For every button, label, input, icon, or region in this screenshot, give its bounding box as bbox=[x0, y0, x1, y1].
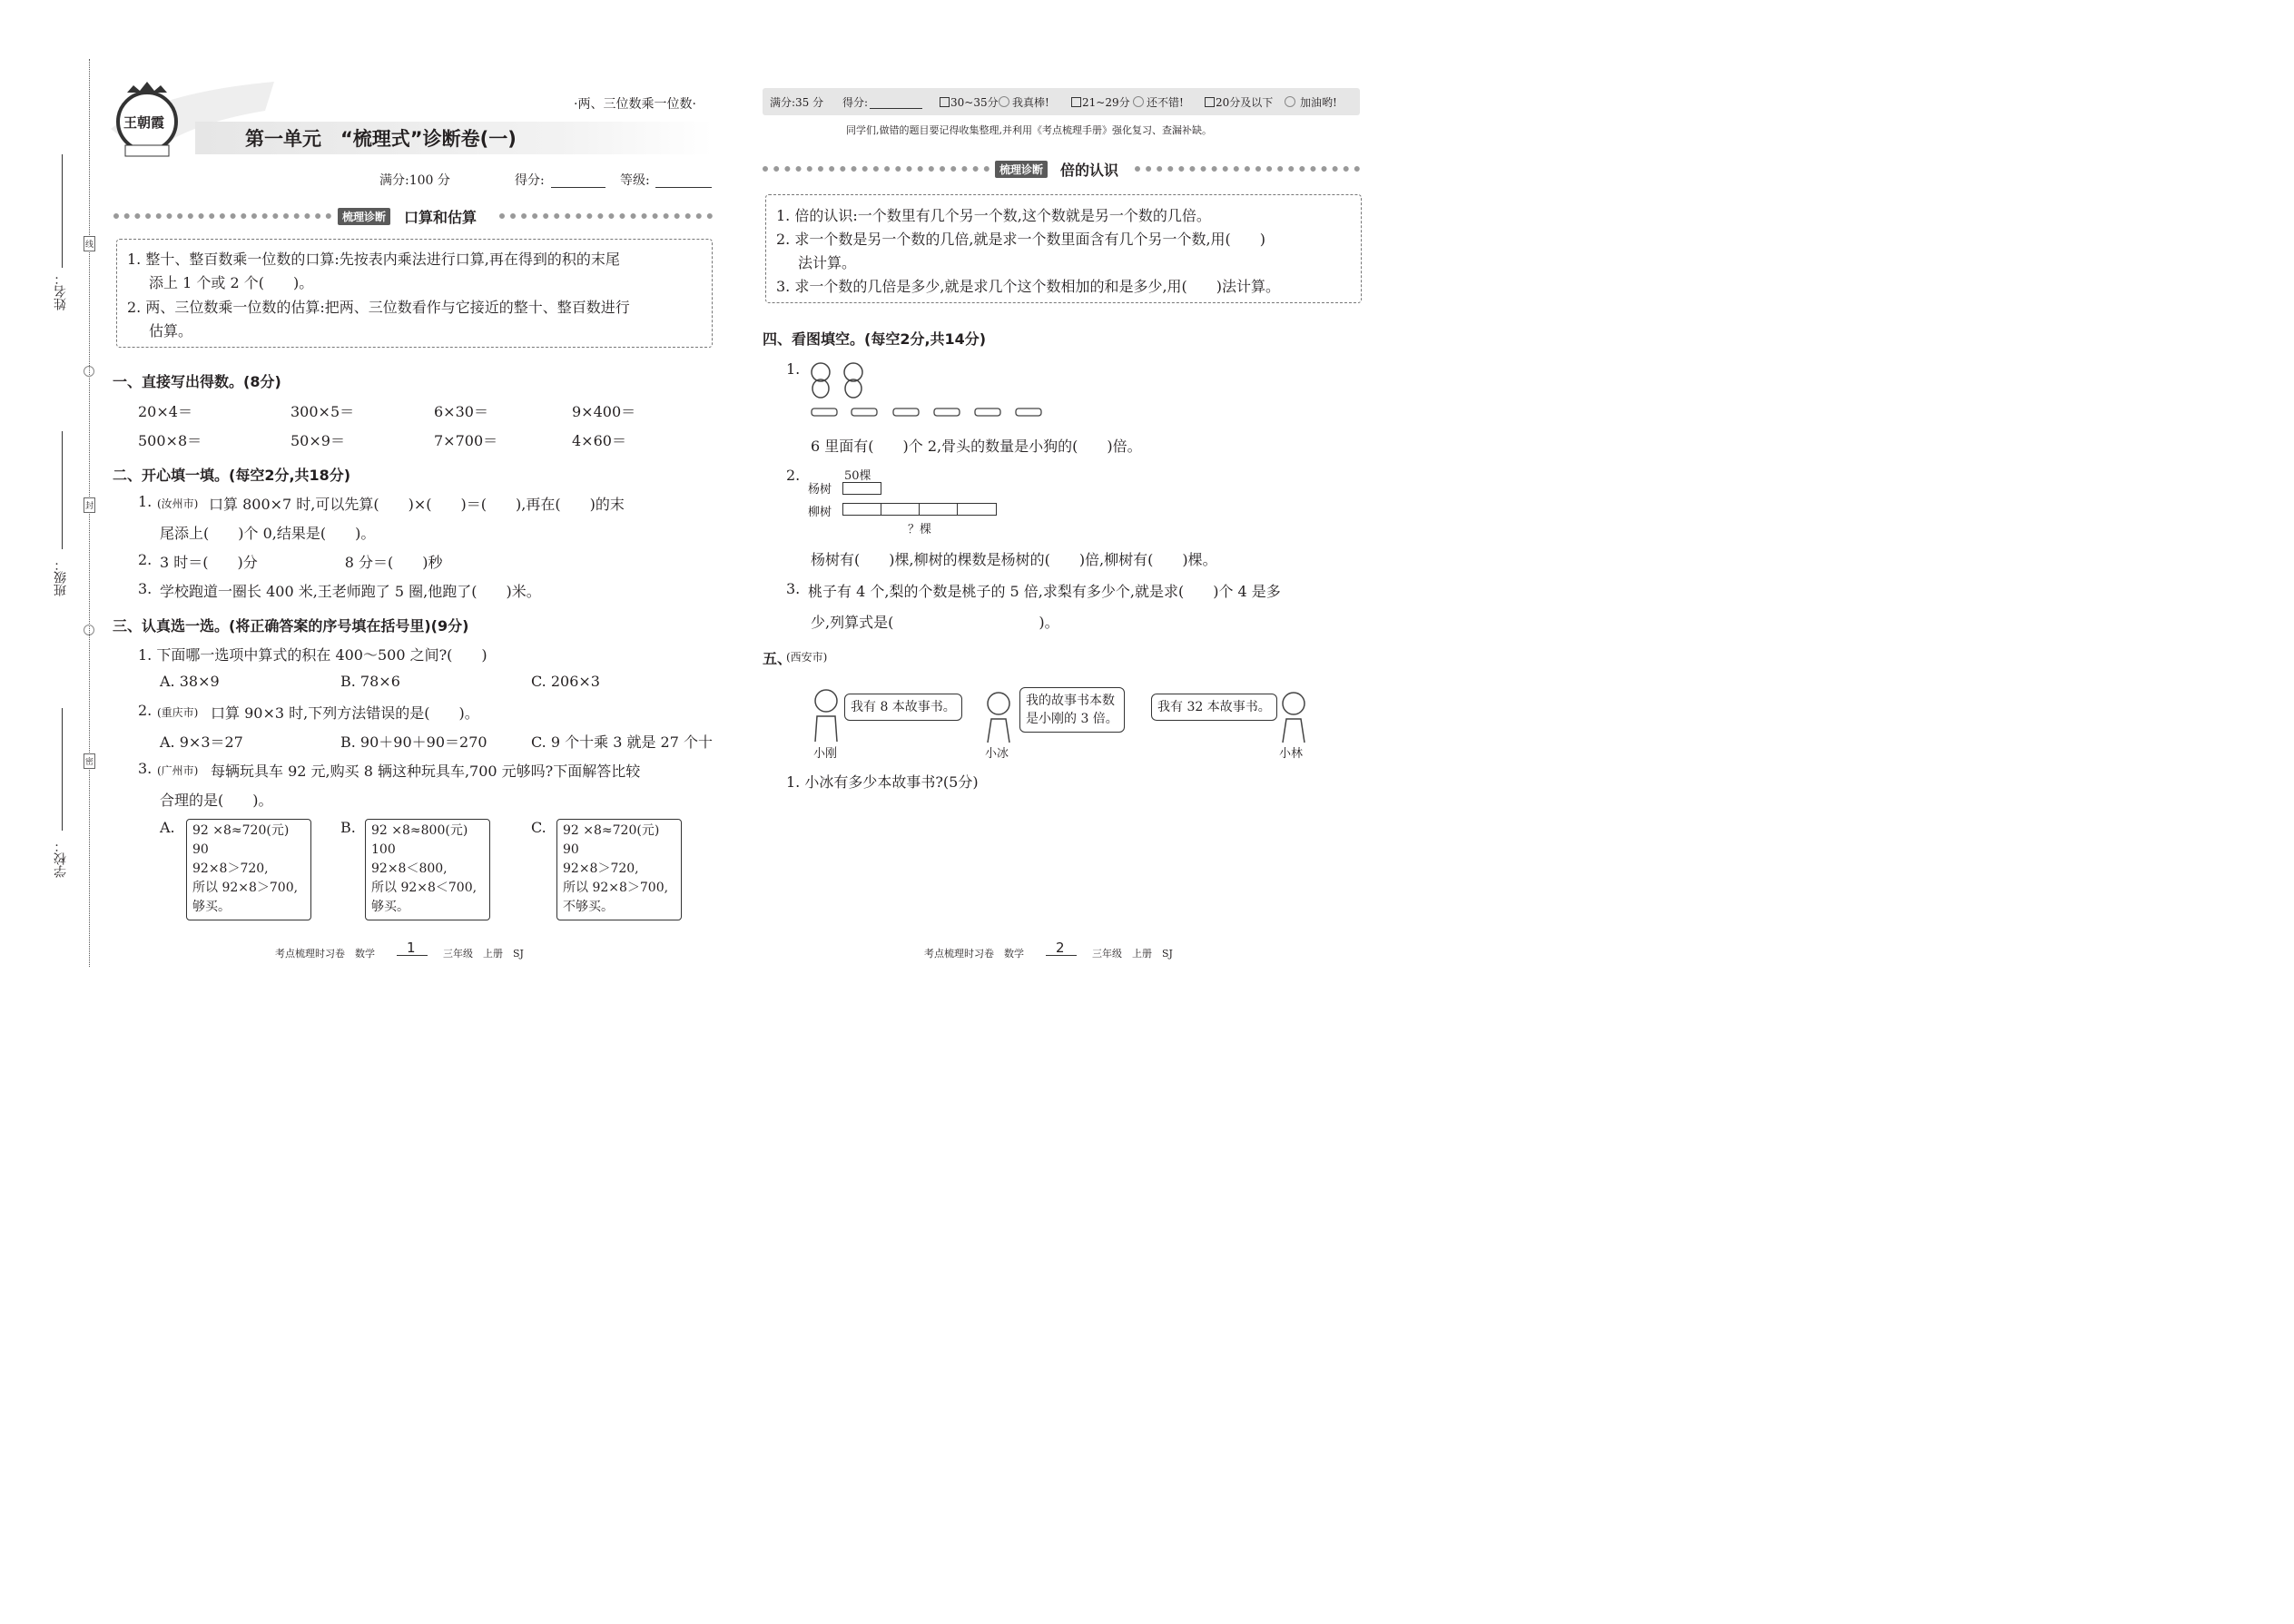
review-line: 添上 1 个或 2 个( )。 bbox=[149, 274, 314, 291]
footer-book: 考点梳理时习卷 数学 bbox=[275, 948, 375, 960]
brand-name: 王朝霞 bbox=[123, 114, 165, 131]
score-msg: 还不错! bbox=[1147, 96, 1184, 109]
score-range: 30~35分 bbox=[950, 96, 999, 109]
segment-label-poplar: 杨树 bbox=[808, 483, 832, 497]
school-blank[interactable] bbox=[62, 708, 63, 831]
page-number-underline bbox=[397, 955, 428, 956]
full-score: 满分:100 分 bbox=[379, 173, 450, 188]
segment-label-willow: 柳树 bbox=[808, 506, 832, 519]
checkbox[interactable] bbox=[1205, 97, 1215, 107]
choice-line: 92 ×8≈800(元) bbox=[371, 823, 468, 838]
smiley-icon bbox=[999, 96, 1009, 107]
score-range: 21~29分 bbox=[1082, 96, 1130, 109]
q2-item-no: 3. bbox=[138, 580, 153, 597]
q3-3-text: 每辆玩具车 92 元,购买 8 辆这种玩具车,700 元够吗?下面解答比较 bbox=[211, 763, 641, 780]
q5-heading: 五、 bbox=[763, 650, 793, 667]
choice-line: 所以 92×8＞700, bbox=[192, 881, 299, 895]
choice-box-a[interactable] bbox=[186, 819, 311, 920]
q3-1-text: 1. 下面哪一选项中算式的积在 400～500 之间?( ) bbox=[138, 646, 487, 664]
page-number: 2 bbox=[1056, 940, 1065, 956]
q2-item-text: 3 时＝( )分 8 分＝( )秒 bbox=[160, 554, 443, 571]
review-line: 3. 求一个数的几倍是多少,就是求几个这个数相加的和是多少,用( )法计算。 bbox=[776, 278, 1281, 295]
section-tag: 梳理诊断 bbox=[338, 208, 390, 225]
choice-label: A. bbox=[160, 819, 175, 836]
page-number-underline bbox=[1046, 955, 1077, 956]
page-title: 第一单元 “梳理式”诊断卷(一) bbox=[245, 128, 517, 150]
choice-label: B. bbox=[340, 819, 356, 836]
section-title: 倍的认识 bbox=[1060, 162, 1119, 179]
choice-line: 所以 92×8＞700, bbox=[563, 881, 669, 895]
footer-book: 考点梳理时习卷 数学 bbox=[924, 948, 1024, 960]
seal-char-xian: 线 bbox=[84, 236, 95, 251]
girl-icon bbox=[1275, 690, 1312, 744]
binding-hole-icon bbox=[84, 366, 94, 377]
girl-icon bbox=[980, 690, 1017, 744]
q3-2-no: 2. bbox=[138, 702, 153, 719]
footer-grade: 三年级 上册 SJ bbox=[1092, 948, 1173, 960]
option-c[interactable]: C. 9 个十乘 3 就是 27 个十 bbox=[531, 733, 713, 751]
full-score: 满分:35 分 bbox=[770, 96, 824, 109]
q4-2-text: 杨树有( )棵,柳树的棵数是杨树的( )倍,柳树有( )棵。 bbox=[811, 551, 1217, 568]
q1-heading: 一、直接写出得数。(8分) bbox=[113, 373, 281, 390]
class-blank[interactable] bbox=[62, 431, 63, 549]
q2-item-text: 尾添上( )个 0,结果是( )。 bbox=[160, 525, 376, 542]
segment-question: ？棵 bbox=[908, 523, 932, 536]
q4-3-text: 少,列算式是( )。 bbox=[811, 614, 1059, 631]
section-tag: 梳理诊断 bbox=[995, 161, 1048, 178]
speech-bubble bbox=[1019, 687, 1125, 733]
seal-char-mi: 密 bbox=[84, 753, 95, 769]
score-field[interactable] bbox=[870, 96, 922, 109]
q4-3-no: 3. bbox=[786, 580, 801, 597]
choice-line: 92 ×8≈720(元) bbox=[563, 823, 660, 838]
checkbox[interactable] bbox=[940, 97, 950, 107]
checkbox[interactable] bbox=[1071, 97, 1081, 107]
section-title: 口算和估算 bbox=[404, 209, 478, 226]
divider bbox=[763, 166, 989, 172]
choice-line: 92 ×8≈720(元) bbox=[192, 823, 290, 838]
calc-item: 7×700＝ bbox=[434, 432, 498, 449]
q2-item-no: 1. bbox=[138, 493, 153, 510]
page-number: 1 bbox=[407, 940, 416, 956]
q4-1-text: 6 里面有( )个 2,骨头的数量是小狗的( )倍。 bbox=[811, 438, 1142, 455]
speech-bubble: 我有 8 本故事书。 bbox=[844, 694, 962, 721]
grade-label: 等级: bbox=[620, 173, 650, 188]
instruction-note: 同学们,做错的题目要记得收集整理,并利用《考点梳理手册》强化复习、查漏补缺。 bbox=[846, 124, 1212, 136]
bubble-line: 是小刚的 3 倍。 bbox=[1026, 712, 1118, 726]
smiley-icon bbox=[1133, 96, 1144, 107]
character-name: 小刚 bbox=[813, 747, 838, 761]
choice-line: 90 bbox=[563, 842, 579, 857]
score-field[interactable] bbox=[551, 172, 605, 188]
q5-source: (西安市) bbox=[786, 651, 828, 664]
seal-char-feng: 封 bbox=[84, 497, 95, 513]
option-a[interactable]: A. 9×3＝27 bbox=[160, 733, 243, 751]
score-msg: 我真棒! bbox=[1012, 96, 1049, 109]
review-line: 估算。 bbox=[149, 322, 193, 340]
q3-heading: 三、认真选一选。(将正确答案的序号填在括号里)(9分) bbox=[113, 617, 469, 635]
q4-1-no: 1. bbox=[786, 360, 801, 378]
score-label: 得分: bbox=[515, 173, 545, 188]
q5-1-text: 1. 小冰有多少本故事书?(5分) bbox=[786, 773, 979, 791]
q3-2-text: 口算 90×3 时,下列方法错误的是( )。 bbox=[211, 704, 479, 722]
option-b[interactable]: B. 90＋90＋90＝270 bbox=[340, 733, 487, 751]
q3-3-source: (广州市) bbox=[157, 764, 199, 777]
class-label: 班级： bbox=[54, 558, 68, 596]
score-msg: 加油哟! bbox=[1300, 96, 1337, 109]
q2-item-source: (汝州市) bbox=[157, 497, 199, 510]
divider bbox=[1135, 166, 1360, 172]
poplar-segment bbox=[842, 482, 881, 495]
choice-box-b[interactable] bbox=[365, 819, 490, 920]
q2-item-text: 口算 800×7 时,可以先算( )×( )＝( ),再在( )的末 bbox=[209, 496, 625, 513]
calc-item: 4×60＝ bbox=[572, 432, 626, 449]
name-blank[interactable] bbox=[62, 154, 63, 268]
choice-box-c[interactable] bbox=[556, 819, 682, 920]
review-line: 2. 两、三位数乘一位数的估算:把两、三位数看作与它接近的整十、整百数进行 bbox=[127, 299, 630, 316]
q4-3-text: 桃子有 4 个,梨的个数是桃子的 5 倍,求梨有多少个,就是求( )个 4 是多 bbox=[808, 583, 1281, 600]
bone-icon bbox=[806, 403, 1051, 421]
choice-line: 不够买。 bbox=[563, 900, 614, 914]
calc-item: 500×8＝ bbox=[138, 432, 202, 449]
choice-line: 够买。 bbox=[192, 900, 231, 914]
bubble-line: 我的故事书本数 bbox=[1026, 694, 1115, 708]
score-range: 20分及以下 bbox=[1216, 96, 1274, 109]
binding-line bbox=[89, 59, 90, 967]
review-line: 2. 求一个数是另一个数的几倍,就是求一个数里面含有几个另一个数,用( ) bbox=[776, 231, 1266, 248]
calc-item: 6×30＝ bbox=[434, 403, 488, 420]
character-name: 小冰 bbox=[985, 747, 1009, 761]
binding-hole-icon bbox=[84, 625, 94, 635]
willow-segment bbox=[842, 503, 997, 516]
choice-line: 92×8＞720, bbox=[563, 861, 639, 876]
q2-item-text: 学校跑道一圈长 400 米,王老师跑了 5 圈,他跑了( )米。 bbox=[160, 583, 541, 600]
divider bbox=[113, 213, 331, 219]
grade-field[interactable] bbox=[655, 172, 712, 188]
choice-line: 100 bbox=[371, 842, 396, 857]
option-b[interactable]: B. 78×6 bbox=[340, 673, 400, 690]
boy-icon bbox=[808, 687, 844, 743]
choice-line: 92×8＞720, bbox=[192, 861, 269, 876]
calc-item: 300×5＝ bbox=[290, 403, 355, 420]
choice-line: 够买。 bbox=[371, 900, 409, 914]
q2-heading: 二、开心填一填。(每空2分,共18分) bbox=[113, 467, 351, 484]
footer-grade: 三年级 上册 SJ bbox=[443, 948, 524, 960]
q4-heading: 四、看图填空。(每空2分,共14分) bbox=[763, 330, 987, 348]
divider bbox=[499, 213, 713, 219]
option-a[interactable]: A. 38×9 bbox=[160, 673, 220, 690]
name-label: 姓名： bbox=[54, 272, 68, 310]
q3-3-no: 3. bbox=[138, 760, 153, 777]
q3-3-text: 合理的是( )。 bbox=[160, 792, 273, 809]
review-line: 1. 整十、整百数乘一位数的口算:先按表内乘法进行口算,再在得到的积的末尾 bbox=[127, 251, 620, 268]
calc-item: 20×4＝ bbox=[138, 403, 192, 420]
review-line: 法计算。 bbox=[798, 254, 857, 271]
q4-2-no: 2. bbox=[786, 467, 801, 484]
q3-2-source: (重庆市) bbox=[157, 706, 199, 719]
calc-item: 9×400＝ bbox=[572, 403, 636, 420]
choice-line: 90 bbox=[192, 842, 209, 857]
puppy-icon bbox=[806, 359, 871, 399]
choice-label: C. bbox=[531, 819, 546, 836]
review-line: 1. 倍的认识:一个数里有几个另一个数,这个数就是另一个数的几倍。 bbox=[776, 207, 1211, 224]
school-label: 学校： bbox=[54, 840, 68, 878]
subject-topic: ·两、三位数乘一位数· bbox=[574, 97, 696, 112]
choice-line: 所以 92×8＜700, bbox=[371, 881, 478, 895]
option-c[interactable]: C. 206×3 bbox=[531, 673, 600, 690]
character-name: 小林 bbox=[1279, 747, 1304, 761]
score-label: 得分: bbox=[842, 96, 869, 109]
speech-bubble: 我有 32 本故事书。 bbox=[1151, 694, 1277, 721]
line-segment-label-top: 50棵 bbox=[844, 469, 871, 483]
smiley-icon bbox=[1285, 96, 1295, 107]
calc-item: 50×9＝ bbox=[290, 432, 345, 449]
q2-item-no: 2. bbox=[138, 551, 153, 568]
choice-line: 92×8＜800, bbox=[371, 861, 448, 876]
